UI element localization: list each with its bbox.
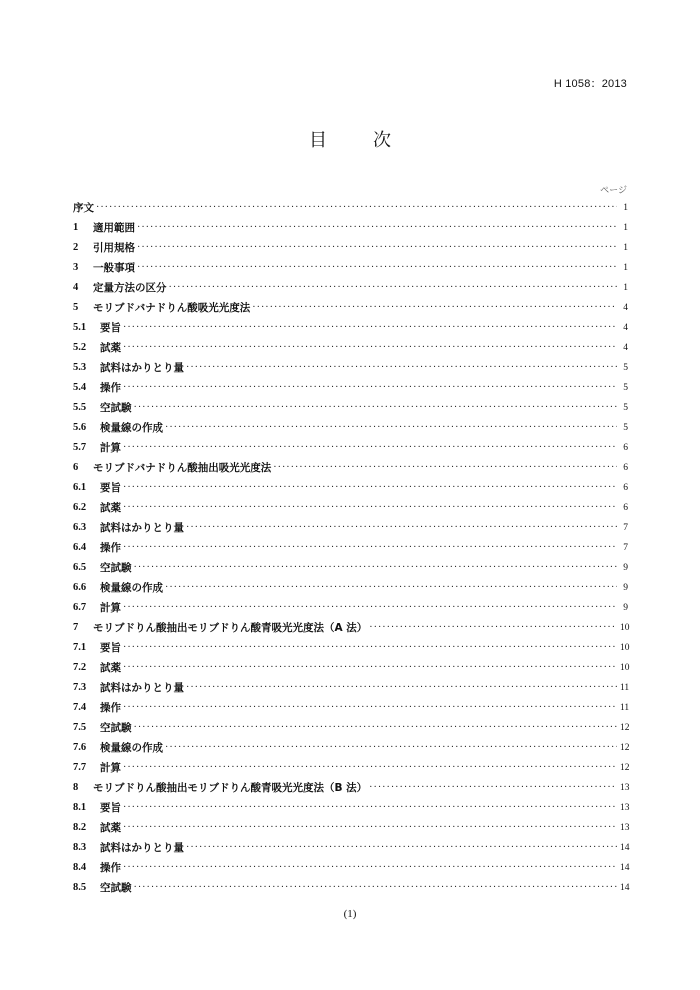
toc-entry-heading [73,398,132,418]
dot-leader [165,738,617,758]
toc-entry-page: 10 [620,623,630,633]
toc-entry-page: 1 [623,223,628,233]
toc-entry-number: 4 [73,282,79,293]
toc-entry-page: 10 [620,663,630,673]
toc-entry[interactable] [73,398,628,418]
toc-entry-number: 6.6 [73,582,87,593]
toc-entry-page: 6 [623,443,628,453]
toc-entry-heading [73,598,121,618]
toc-entry-label: 適用範囲 [93,222,135,234]
toc-entry-page: 13 [620,803,630,813]
dot-leader [123,638,617,658]
toc-entry-page: 4 [623,323,628,333]
toc-entry-heading [73,818,121,838]
toc-entry-heading [73,738,163,758]
toc-entry-number: 5.5 [73,402,87,413]
toc-entry-page: 6 [623,503,628,513]
dot-leader [369,778,617,798]
toc-entry-number: 8.2 [73,822,87,833]
dot-leader [123,818,617,838]
toc-entry-number: 7.3 [73,682,87,693]
toc-entry-heading [73,258,135,278]
toc-entry-heading [73,478,121,498]
toc-entry[interactable] [73,578,628,598]
toc-entry[interactable] [73,658,628,678]
toc-entry-page: 13 [620,783,630,793]
toc-entry-label: 試薬 [100,822,121,834]
toc-entry-page: 7 [623,523,628,533]
toc-entry-page: 1 [623,283,628,293]
toc-entry-heading [73,338,121,358]
toc-entry-label: モリブドバナドりん酸抽出吸光光度法 [93,462,272,474]
toc-entry-label: 試薬 [100,342,121,354]
toc-entry-heading [73,758,121,778]
toc-entry-page: 1 [623,263,628,273]
toc-entry-label: 序文 [73,202,94,214]
toc-entry[interactable] [73,878,628,898]
toc-entry-heading [73,378,121,398]
dot-leader [123,658,617,678]
toc-entry[interactable] [73,458,628,478]
toc-entry-label: 要旨 [100,322,121,334]
dot-leader [123,798,617,818]
toc-entry-page: 1 [623,203,628,213]
toc-entry[interactable] [73,338,628,358]
dot-leader [137,218,617,238]
toc-entry[interactable] [73,718,628,738]
dot-leader [123,338,617,358]
toc-entry-label: 計算 [100,602,121,614]
toc-entry-number: 8.5 [73,882,87,893]
toc-entry-number: 7.7 [73,762,87,773]
toc-entry-heading [73,198,94,218]
toc-entry-heading [73,558,132,578]
toc-entry-label: 要旨 [100,802,121,814]
toc-entry-heading [73,458,271,478]
toc-entry[interactable] [73,278,628,298]
toc-entry-number: 6.1 [73,482,87,493]
dot-leader [123,538,617,558]
toc-entry-number: 6.5 [73,562,87,573]
toc-entry-heading [73,878,132,898]
toc-entry[interactable] [73,858,628,878]
toc-entry-number: 5.7 [73,442,87,453]
toc-entry-page: 4 [623,343,628,353]
toc-entry[interactable] [73,678,628,698]
toc-entry[interactable] [73,438,628,458]
toc-entry-number: 2 [73,242,79,253]
toc-entry-number: 8.4 [73,862,87,873]
page-number: (1) [343,908,357,920]
dot-leader [186,518,617,538]
toc-entry-heading [73,718,132,738]
toc-entry-page: 7 [623,543,628,553]
toc-entry[interactable] [73,318,628,338]
document-id: H 1058：2013 [553,78,627,90]
toc-entry-label: 空試験 [100,722,132,734]
toc-entry-number: 5.6 [73,422,87,433]
dot-leader [134,718,618,738]
toc-entry-label: 試料はかりとり量 [100,362,184,374]
toc-entry-heading [73,298,250,318]
toc-entry-label: 操作 [100,862,121,874]
toc-entry[interactable] [73,378,628,398]
toc-entry-number: 6.7 [73,602,87,613]
toc-entry-heading [73,418,163,438]
toc-entry-label: 引用規格 [93,242,135,254]
toc-entry-label: モリブドりん酸抽出モリブドりん酸青吸光光度法（B 法） [93,782,368,794]
table-of-contents [73,198,628,898]
toc-entry-heading [73,838,184,858]
toc-entry[interactable] [73,558,628,578]
toc-entry-label: 検量線の作成 [100,582,163,594]
toc-entry-number: 6 [73,462,79,473]
toc-entry[interactable] [73,758,628,778]
toc-entry[interactable] [73,238,628,258]
toc-entry-label: 操作 [100,382,121,394]
dot-leader [123,858,617,878]
toc-entry-page: 5 [623,423,628,433]
toc-entry-number: 3 [73,262,79,273]
toc-entry-label: 計算 [100,762,121,774]
toc-entry[interactable] [73,418,628,438]
toc-entry[interactable] [73,778,628,798]
toc-entry-heading [73,698,121,718]
toc-entry-heading [73,798,121,818]
toc-entry[interactable] [73,838,628,858]
toc-entry-label: モリブドバナドりん酸吸光光度法 [93,302,251,314]
toc-entry[interactable] [73,638,628,658]
toc-entry-page: 11 [620,683,630,693]
toc-entry-heading [73,678,184,698]
dot-leader [123,758,617,778]
dot-leader [186,678,617,698]
dot-leader [186,838,617,858]
toc-entry-page: 6 [623,483,628,493]
toc-entry-heading [73,218,135,238]
toc-entry[interactable] [73,698,628,718]
toc-entry-page: 5 [623,363,628,373]
toc-entry-number: 8.3 [73,842,87,853]
toc-entry-label: 空試験 [100,562,132,574]
toc-entry-page: 14 [620,863,630,873]
toc-entry-label: 一般事項 [93,262,135,274]
toc-entry-page: 5 [623,403,628,413]
toc-entry-page: 12 [620,743,630,753]
toc-entry-label: 試薬 [100,662,121,674]
dot-leader [134,558,618,578]
toc-entry-page: 14 [620,883,630,893]
toc-entry-page: 9 [623,603,628,613]
toc-entry-page: 9 [623,563,628,573]
dot-leader [165,578,617,598]
toc-entry-number: 5.1 [73,322,87,333]
toc-entry[interactable] [73,538,628,558]
toc-entry-heading [73,278,167,298]
toc-entry[interactable] [73,298,628,318]
toc-entry-number: 5.2 [73,342,87,353]
dot-leader [186,358,617,378]
dot-leader [134,398,618,418]
toc-entry[interactable] [73,218,628,238]
toc-entry-heading [73,858,121,878]
dot-leader [123,478,617,498]
toc-entry[interactable] [73,478,628,498]
toc-entry-label: モリブドりん酸抽出モリブドりん酸青吸光光度法（A 法） [93,622,368,634]
toc-entry-page: 1 [623,243,628,253]
toc-entry-heading [73,618,367,638]
toc-entry-number: 6.4 [73,542,87,553]
toc-entry-label: 試料はかりとり量 [100,682,184,694]
dot-leader [123,438,617,458]
dot-leader [165,418,617,438]
toc-entry-heading [73,638,121,658]
page-title: 目 次 [309,130,405,151]
toc-entry[interactable] [73,198,628,218]
toc-entry[interactable] [73,518,628,538]
dot-leader [123,698,617,718]
toc-entry-number: 6.2 [73,502,87,513]
toc-entry[interactable] [73,798,628,818]
toc-entry-label: 試薬 [100,502,121,514]
toc-entry-heading [73,778,367,798]
toc-entry[interactable] [73,598,628,618]
dot-leader [252,298,617,318]
toc-entry-page: 12 [620,723,630,733]
dot-leader [169,278,618,298]
toc-entry-number: 8.1 [73,802,87,813]
dot-leader [123,318,617,338]
toc-entry-heading [73,438,121,458]
toc-entry-page: 9 [623,583,628,593]
toc-entry-number: 5 [73,302,79,313]
toc-entry-label: 試料はかりとり量 [100,842,184,854]
toc-entry-label: 要旨 [100,642,121,654]
toc-entry-page: 12 [620,763,630,773]
toc-entry-heading [73,658,121,678]
page-column-label: ページ [600,186,627,196]
toc-entry-number: 7.4 [73,702,87,713]
toc-entry-number: 7.2 [73,662,87,673]
toc-entry[interactable] [73,618,628,638]
toc-entry-page: 13 [620,823,630,833]
toc-entry[interactable] [73,498,628,518]
toc-entry-page: 10 [620,643,630,653]
toc-entry-number: 8 [73,782,79,793]
toc-entry-label: 空試験 [100,882,132,894]
toc-entry-heading [73,238,135,258]
toc-entry-label: 計算 [100,442,121,454]
toc-entry-page: 4 [623,303,628,313]
toc-entry[interactable] [73,258,628,278]
toc-entry-number: 7.1 [73,642,87,653]
dot-leader [134,878,618,898]
dot-leader [123,598,617,618]
dot-leader [137,238,617,258]
toc-entry-heading [73,578,163,598]
toc-entry-label: 試料はかりとり量 [100,522,184,534]
dot-leader [123,498,617,518]
toc-entry-label: 検量線の作成 [100,422,163,434]
toc-entry-page: 11 [620,703,630,713]
toc-entry-number: 7 [73,622,79,633]
dot-leader [273,458,617,478]
toc-entry-label: 操作 [100,542,121,554]
toc-entry-label: 操作 [100,702,121,714]
toc-entry-number: 5.4 [73,382,87,393]
toc-entry-label: 空試験 [100,402,132,414]
toc-entry-page: 14 [620,843,630,853]
dot-leader [137,258,617,278]
toc-entry-heading [73,358,184,378]
toc-entry-label: 定量方法の区分 [93,282,167,294]
toc-entry-label: 検量線の作成 [100,742,163,754]
toc-entry-heading [73,498,121,518]
toc-entry[interactable] [73,738,628,758]
toc-entry-number: 5.3 [73,362,87,373]
dot-leader [369,618,617,638]
toc-entry-heading [73,538,121,558]
dot-leader [123,378,617,398]
toc-entry-number: 7.5 [73,722,87,733]
toc-entry[interactable] [73,818,628,838]
toc-entry-page: 6 [623,463,628,473]
toc-entry-heading [73,318,121,338]
toc-entry-number: 7.6 [73,742,87,753]
toc-entry-page: 5 [623,383,628,393]
toc-entry-number: 6.3 [73,522,87,533]
toc-entry-heading [73,518,184,538]
toc-entry-label: 要旨 [100,482,121,494]
dot-leader [96,198,617,218]
toc-entry-number: 1 [73,222,79,233]
toc-entry[interactable] [73,358,628,378]
